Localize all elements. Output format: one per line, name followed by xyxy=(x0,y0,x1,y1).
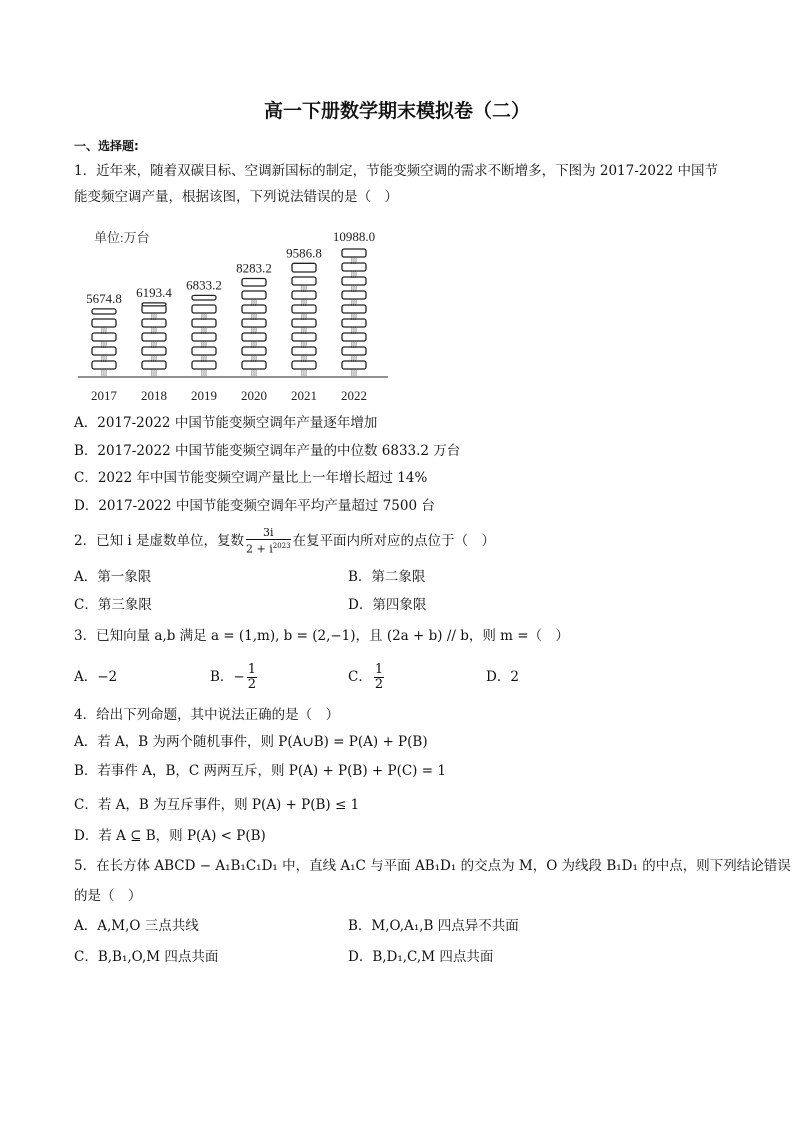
page-title: 高一下册数学期末模拟卷（二） xyxy=(263,100,530,122)
q5-stem-line2: 的是（ ） xyxy=(74,888,142,904)
ac-icon xyxy=(142,319,166,327)
ac-icon xyxy=(292,319,316,327)
q3-option-b-prefix: B．− xyxy=(210,669,245,685)
ac-icon xyxy=(292,347,316,355)
q2-stem xyxy=(74,524,495,558)
ac-vent-icon: ⸾⸾⸾ xyxy=(350,272,358,278)
ac-vent-icon: ⸾⸾⸾ xyxy=(250,314,258,320)
chart-x-tick-label: 2021 xyxy=(291,388,317,403)
ac-vent-icon: ⸾⸾⸾ xyxy=(200,356,208,362)
ac-icon xyxy=(292,333,316,341)
ac-icon xyxy=(342,347,366,355)
chart-x-tick-label: 2019 xyxy=(191,388,217,403)
q2-frac-num: 3i xyxy=(246,527,291,540)
ac-icon xyxy=(292,291,316,299)
ac-vent-icon: ⸾⸾⸾ xyxy=(350,356,358,362)
ac-icon xyxy=(192,333,216,341)
ac-icon xyxy=(192,319,216,327)
ac-icon xyxy=(192,295,216,300)
ac-vent-icon: ⸾⸾⸾ xyxy=(350,342,358,348)
chart-unit-label: 单位:万台 xyxy=(94,230,150,245)
q5-option-a: A．A,M,O 三点共线 xyxy=(74,918,199,934)
ac-vent-icon: ⸾⸾⸾ xyxy=(350,258,358,264)
ac-vent-icon: ⸾⸾⸾ xyxy=(350,314,358,320)
chart-bar-2017 xyxy=(92,309,116,376)
ac-icon xyxy=(342,305,366,313)
ac-vent-icon: ⸾⸾⸾ xyxy=(200,328,208,334)
ac-vent-icon: ⸾⸾⸾ xyxy=(250,300,258,306)
ac-icon xyxy=(242,291,266,299)
q1-stem-line2: 能变频空调产量，根据该图，下列说法错误的是（ ） xyxy=(74,189,398,205)
ac-vent-icon: ⸾⸾⸾ xyxy=(300,342,308,348)
ac-vent-icon: ⸾⸾⸾ xyxy=(150,356,158,362)
ac-icon xyxy=(242,333,266,341)
ac-vent-icon: ⸾⸾⸾ xyxy=(200,342,208,348)
q4-option-b: B．若事件 A，B，C 两两互斥，则 P(A) + P(B) + P(C) = 1 xyxy=(74,763,446,779)
ac-icon xyxy=(142,347,166,355)
q2-option-c: C．第三象限 xyxy=(74,597,152,613)
ac-icon xyxy=(292,305,316,313)
q3-option-b-num: 1 xyxy=(247,662,257,677)
ac-icon xyxy=(92,347,116,355)
chart-x-tick-label: 2022 xyxy=(341,388,367,403)
q2-fraction xyxy=(246,527,291,556)
ac-icon xyxy=(142,361,166,369)
ac-vent-icon: ⸾⸾⸾ xyxy=(350,370,358,376)
ac-vent-icon: ⸾⸾⸾ xyxy=(350,328,358,334)
chart-value-label: 6833.2 xyxy=(186,277,222,293)
ac-icon xyxy=(342,319,366,327)
q3-option-d: D．2 xyxy=(486,669,519,685)
ac-vent-icon: ⸾⸾⸾ xyxy=(150,342,158,348)
ac-vent-icon: ⸾⸾⸾ xyxy=(300,356,308,362)
chart-bars xyxy=(86,229,375,376)
ac-icon xyxy=(342,249,366,257)
ac-icon xyxy=(242,305,266,313)
ac-vent-icon: ⸾⸾⸾ xyxy=(250,370,258,376)
q3-option-b-fraction xyxy=(247,663,257,692)
ac-icon xyxy=(242,347,266,355)
q3-option-c-fraction xyxy=(374,663,384,692)
chart-x-labels xyxy=(91,388,367,403)
chart-bar-2021 xyxy=(292,263,316,376)
ac-icon xyxy=(92,361,116,369)
q5-option-d: D．B,D₁,C,M 四点共面 xyxy=(348,949,494,965)
ac-vent-icon: ⸾⸾⸾ xyxy=(300,328,308,334)
ac-icon xyxy=(292,277,316,285)
ac-icon xyxy=(92,333,116,341)
ac-icon xyxy=(342,277,366,285)
chart-x-tick-label: 2018 xyxy=(141,388,167,403)
ac-vent-icon: ⸾⸾⸾ xyxy=(200,314,208,320)
q2-frac-den-base: 2 + i xyxy=(246,542,273,556)
chart-x-tick-label: 2020 xyxy=(241,388,267,403)
ac-icon xyxy=(242,361,266,369)
ac-icon xyxy=(92,309,116,314)
ac-vent-icon: ⸾⸾⸾ xyxy=(200,370,208,376)
q2-option-b: B．第二象限 xyxy=(348,569,426,585)
ac-icon xyxy=(92,319,116,327)
ac-icon xyxy=(342,263,366,271)
ac-vent-icon: ⸾⸾⸾ xyxy=(300,286,308,292)
ac-vent-icon: ⸾⸾⸾ xyxy=(150,328,158,334)
q3-option-c xyxy=(348,660,386,694)
section-heading: 一、选择题: xyxy=(74,139,139,153)
q4-option-a: A．若 A，B 为两个随机事件，则 P(A∪B) = P(A) + P(B) xyxy=(74,734,428,750)
q1-option-c: C．2022 年中国节能变频空调产量比上一年增长超过 14% xyxy=(74,470,428,486)
chart-x-tick-label: 2017 xyxy=(91,388,117,403)
ac-vent-icon: ⸾⸾⸾ xyxy=(100,328,108,334)
q4-stem: 4．给出下列命题，其中说法正确的是（ ） xyxy=(74,707,340,723)
ac-vent-icon: ⸾⸾⸾ xyxy=(250,356,258,362)
ac-vent-icon: ⸾⸾⸾ xyxy=(100,356,108,362)
chart-value-label: 8283.2 xyxy=(236,260,272,276)
q1-stem-line1: 1．近年来，随着双碳目标、空调新国标的制定，节能变频空调的需求不断增多，下图为 2017-2022 中国节 xyxy=(74,163,718,179)
ac-vent-icon: ⸾⸾⸾ xyxy=(300,370,308,376)
q3-option-c-prefix: C． xyxy=(348,669,372,685)
ac-icon xyxy=(142,333,166,341)
q2-frac-den xyxy=(246,540,291,556)
q4-option-c: C．若 A，B 为互斥事件，则 P(A) + P(B) ≤ 1 xyxy=(74,797,360,813)
chart-value-label: 10988.0 xyxy=(332,229,376,244)
q3-option-b-den: 2 xyxy=(247,677,257,692)
q1-option-a: A．2017-2022 中国节能变频空调年产量逐年增加 xyxy=(74,415,378,431)
ac-vent-icon: ⸾⸾⸾ xyxy=(250,342,258,348)
q5-option-c: C．B,B₁,O,M 四点共面 xyxy=(74,949,219,965)
q5-option-b: B．M,O,A₁,B 四点异不共面 xyxy=(348,918,519,934)
ac-icon xyxy=(192,305,216,313)
ac-icon xyxy=(242,279,266,286)
ac-vent-icon: ⸾⸾⸾ xyxy=(300,300,308,306)
q2-option-a: A．第一象限 xyxy=(74,569,152,585)
q2-frac-den-exp: 2023 xyxy=(272,542,291,551)
ac-vent-icon: ⸾⸾⸾ xyxy=(350,300,358,306)
q2-suffix: 在复平面内所对应的点位于（ ） xyxy=(292,533,496,549)
ac-vent-icon: ⸾⸾⸾ xyxy=(300,314,308,320)
q1-option-b: B．2017-2022 中国节能变频空调年产量的中位数 6833.2 万台 xyxy=(74,443,461,459)
ac-icon xyxy=(342,361,366,369)
q1-option-d: D．2017-2022 中国节能变频空调年平均产量超过 7500 台 xyxy=(74,498,435,514)
ac-vent-icon: ⸾⸾⸾ xyxy=(150,370,158,376)
q3-option-c-den: 2 xyxy=(374,677,384,692)
production-bar-chart xyxy=(74,222,394,408)
chart-value-label: 5674.8 xyxy=(86,290,122,306)
q3-stem: 3．已知向量 a,b 满足 a = (1,m), b = (2,−1)，且 (2a + b) // b，则 m =（ ） xyxy=(74,628,570,644)
ac-icon xyxy=(342,291,366,299)
q5-stem-line1: 5．在长方体 ABCD − A₁B₁C₁D₁ 中，直线 A₁C 与平面 AB₁D₁ 的交点为 M，O 为线段 B₁D₁ 的中点，则下列结论错误 xyxy=(74,858,791,874)
q2-option-d: D．第四象限 xyxy=(348,597,427,613)
chart-value-label: 6193.4 xyxy=(136,284,172,300)
q4-option-d: D．若 A ⊆ B，则 P(A) < P(B) xyxy=(74,828,266,844)
ac-icon xyxy=(142,303,166,306)
ac-vent-icon: ⸾⸾⸾ xyxy=(150,314,158,320)
ac-vent-icon: ⸾⸾⸾ xyxy=(100,342,108,348)
q3-option-a: A．−2 xyxy=(74,669,118,685)
ac-vent-icon: ⸾⸾⸾ xyxy=(350,286,358,292)
ac-icon xyxy=(192,347,216,355)
ac-icon xyxy=(342,333,366,341)
q3-option-b xyxy=(210,660,259,694)
ac-vent-icon: ⸾⸾⸾ xyxy=(250,328,258,334)
ac-icon xyxy=(242,319,266,327)
q2-prefix: 2．已知 i 是虚数单位，复数 xyxy=(74,533,244,549)
ac-icon xyxy=(292,263,316,272)
chart-value-label: 9586.8 xyxy=(286,245,322,261)
ac-vent-icon: ⸾⸾⸾ xyxy=(100,370,108,376)
q3-option-c-num: 1 xyxy=(374,662,384,677)
chart-bar-2022 xyxy=(342,249,366,376)
ac-icon xyxy=(192,361,216,369)
chart-bar-2019 xyxy=(192,295,216,376)
chart-bar-2018 xyxy=(142,303,166,376)
ac-icon xyxy=(292,361,316,369)
chart-bar-2020 xyxy=(242,279,266,376)
